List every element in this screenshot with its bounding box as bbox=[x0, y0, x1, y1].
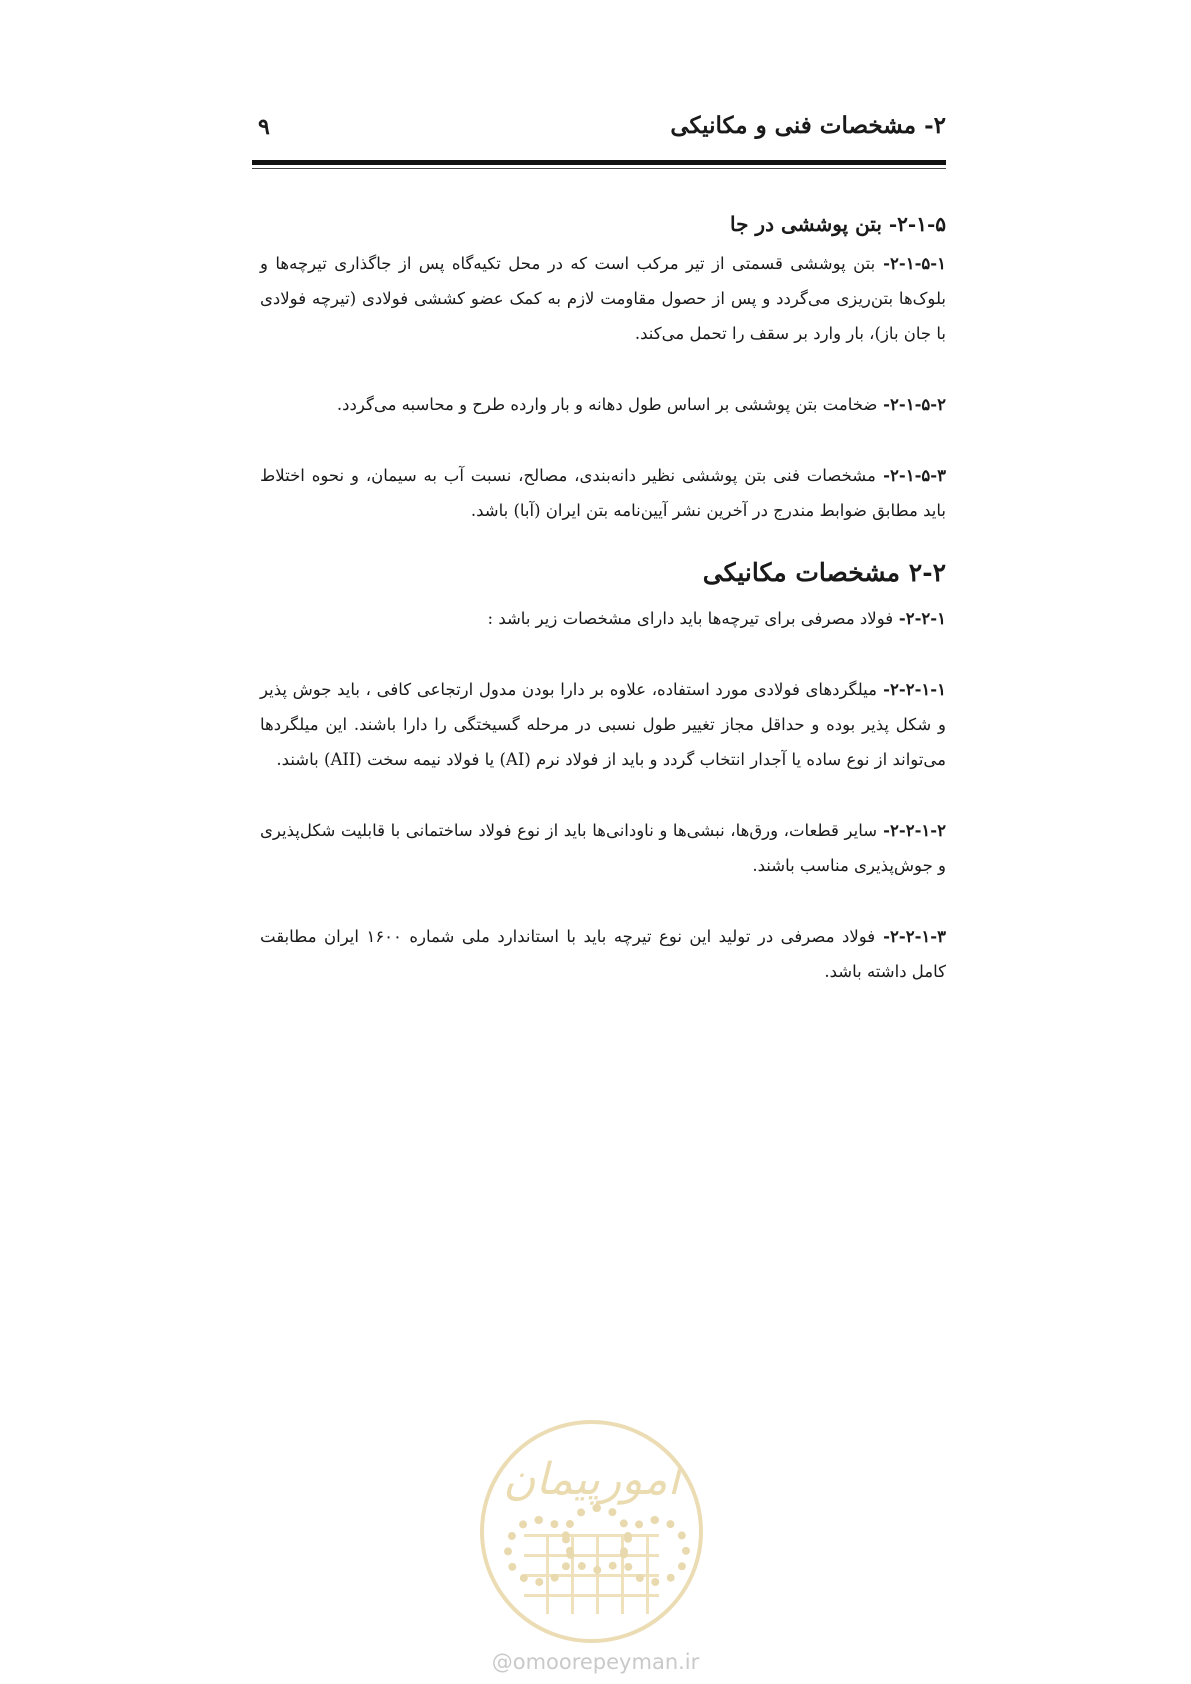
paragraph-number: ۲-۲-۱-۳- bbox=[875, 927, 946, 946]
paragraph-2-2-1-1 bbox=[260, 672, 946, 777]
page-header bbox=[250, 112, 946, 152]
paragraph-2-2-1-3 bbox=[260, 919, 946, 989]
paragraph-text: ضخامت بتن پوششی بر اساس طول دهانه و بار وارده طرح و محاسبه می‌گردد. bbox=[336, 395, 878, 414]
section-heading-2-2: ۲-۲ مشخصات مکانیکی bbox=[702, 558, 946, 587]
paragraph-text: فولاد مصرفی برای تیرچه‌ها باید دارای مشخصات زیر باشد : bbox=[487, 609, 894, 628]
paragraph-text: مشخصات فنی بتن پوششی نظیر دانه‌بندی، مصالح، نسبت آب به سیمان، و نحوه اختلاط باید مطابق ضوابط مندرج در آخرین نشر آیین‌نامه بتن ایران (آبا) باشد. bbox=[260, 466, 946, 520]
gear-icon bbox=[620, 1516, 690, 1586]
paragraph-number: ۲-۱-۵-۱- bbox=[875, 254, 946, 273]
page-content bbox=[260, 212, 946, 989]
paragraph-number: ۲-۲-۱-۱- bbox=[877, 680, 947, 699]
paragraph-2-1-5-1 bbox=[260, 246, 946, 351]
paragraph-number: ۲-۱-۵-۳- bbox=[875, 466, 947, 485]
header-rule-thin bbox=[252, 168, 946, 169]
paragraph-text: میلگردهای فولادی مورد استفاده، علاوه بر دارا بودن مدول ارتجاعی کافی ، باید جوش پذیر و شکل پذیر بوده و حداقل مجاز تغییر طول نسبی در مرحله گسیختگی را دارا باشند. این میلگردها می‌تواند از نوع ساده یا آجدار انتخاب گردد و باید از فولاد نرم (AI) یا فولاد نیمه سخت (AII) باشند. bbox=[260, 680, 946, 769]
paragraph-number: ۲-۲-۱- bbox=[893, 609, 946, 628]
watermark-logo bbox=[480, 1420, 703, 1643]
page-number: ۹ bbox=[258, 114, 270, 140]
paragraph-number: ۲-۱-۵-۲- bbox=[877, 395, 946, 414]
paragraph-text: سایر قطعات، ورق‌ها، نبشی‌ها و ناودانی‌ها باید از نوع فولاد ساختمانی با قابلیت شکل‌پذیری و جوش‌پذیری مناسب باشند. bbox=[260, 821, 946, 875]
paragraph-2-1-5-3 bbox=[260, 458, 946, 528]
paragraph-2-1-5-2 bbox=[260, 387, 946, 422]
paragraph-text: فولاد مصرفی در تولید این نوع تیرچه باید با استاندارد ملی شماره ۱۶۰۰ ایران مطابقت کامل داشته باشد. bbox=[260, 927, 946, 981]
chapter-title: ۲- مشخصات فنی و مکانیکی bbox=[670, 112, 946, 139]
paragraph-number: ۲-۲-۱-۲- bbox=[877, 821, 946, 840]
section-heading-2-1-5: ۲-۱-۵- بتن پوششی در جا bbox=[730, 212, 946, 236]
watermark-url: @omoorepeyman.ir bbox=[491, 1650, 700, 1674]
paragraph-2-2-1 bbox=[260, 601, 946, 636]
header-rule bbox=[252, 160, 946, 165]
paragraph-text: بتن پوششی قسمتی از تیر مرکب است که در محل تکیه‌گاه پس از جاگذاری تیرچه‌ها و بلوک‌ها بتن‌ریزی می‌گردد و پس از حصول مقاومت لازم به کمک عضو کششی فولادی (تیرچه فولادی با جان باز)، بار وارد بر سقف را تحمل می‌کند. bbox=[260, 254, 946, 343]
watermark-logo-text: امورپیمان bbox=[503, 1454, 680, 1505]
paragraph-2-2-1-2 bbox=[260, 813, 946, 883]
